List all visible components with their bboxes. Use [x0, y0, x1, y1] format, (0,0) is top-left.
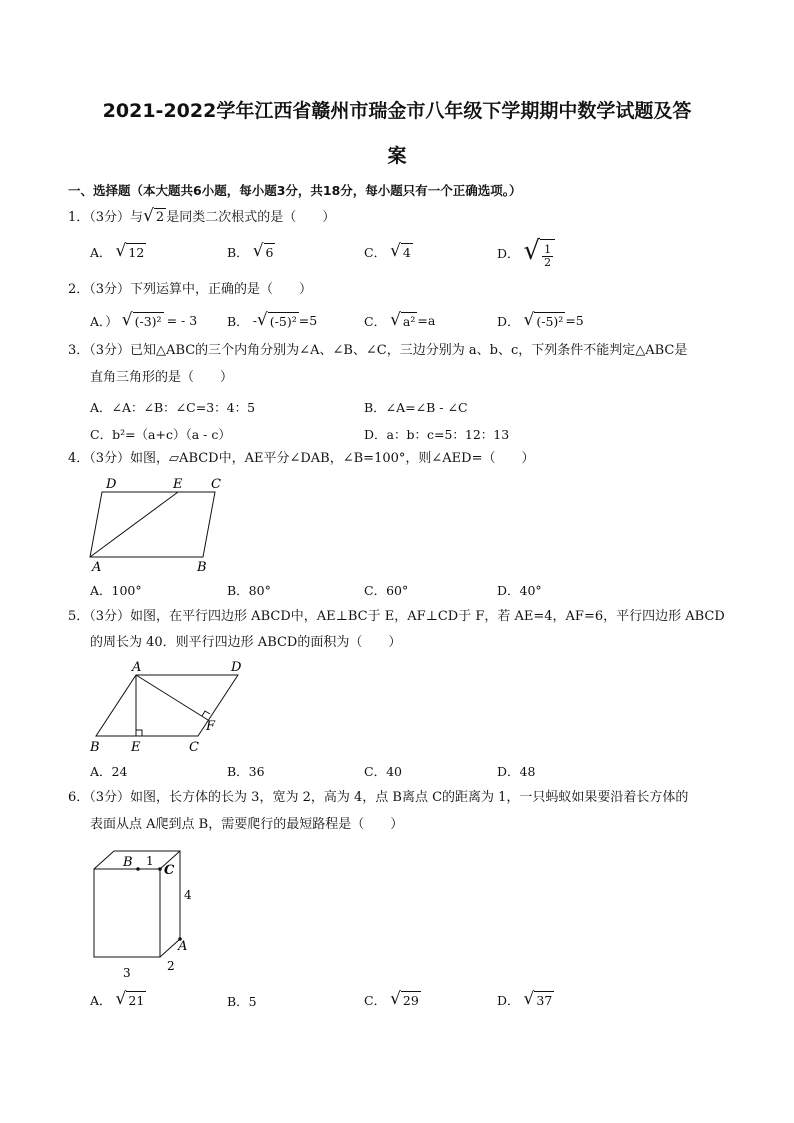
radicand: 37 [536, 993, 553, 1008]
sqrt-expression: √ 2 [143, 206, 165, 226]
q5-option-a[interactable]: A．24 [90, 764, 128, 779]
option-label: B． [227, 244, 249, 260]
option-label: D． [497, 992, 520, 1008]
question-6-line2: 表面从点 A爬到点 B，需要爬行的最短路程是（ ） [90, 817, 404, 832]
page-title-line2: 案 [387, 145, 407, 167]
q4-option-d[interactable]: D．40° [497, 583, 542, 598]
option-tail: =a [417, 313, 436, 328]
radicand: (-5)² [536, 314, 564, 329]
question-2 [68, 281, 312, 299]
label-one: 1 [146, 854, 154, 868]
label-a: A [92, 560, 102, 575]
label-a: A [178, 939, 188, 954]
fraction-denominator: 2 [544, 256, 552, 269]
label-e: E [173, 477, 183, 492]
radicand: 6 [265, 245, 274, 260]
question-3 [68, 342, 687, 360]
option-label: A． [90, 992, 112, 1008]
parallelogram-abcd [90, 492, 215, 557]
q3-option-c[interactable]: C．b²=（a+c）（a - c） [90, 427, 231, 442]
radicand: 2 [155, 210, 165, 225]
label-f: F [206, 719, 216, 734]
option-label: D． [497, 313, 520, 329]
segment-ae [90, 492, 178, 557]
option-label: D． [497, 245, 520, 261]
question-5 [68, 608, 725, 626]
page-title-line1: 2021-2022学年江西省赣州市瑞金市八年级下学期期中数学试题及答 [102, 100, 692, 122]
question-number: 2． [68, 282, 90, 297]
cuboid-front-face [94, 869, 160, 957]
radicand: 4 [402, 245, 411, 260]
label-four: 4 [184, 888, 192, 902]
section-heading: 一、选择题（本大题共6小题，每小题3分，共18分，每小题只有一个正确选项。） [68, 183, 522, 198]
question-number: 4． [68, 451, 90, 466]
question-text: （3分）下列运算中，正确的是（ ） [89, 282, 313, 297]
question-text: （3分）已知△ABC的三个内角分别为∠A、∠B、∠C，三边分别为 a、b、c，下列条件不能判定△ABC是 [89, 343, 688, 358]
q1-option-a[interactable]: A． √ 12 [90, 241, 145, 261]
point-b [136, 867, 140, 871]
q6-option-a[interactable]: A． √ 21 [90, 989, 145, 1009]
q1-option-b[interactable]: B． √ 6 [227, 241, 274, 261]
q3-option-d[interactable]: D．a：b：c=5：12：13 [364, 427, 510, 442]
q3-option-a[interactable]: A．∠A：∠B：∠C=3：4：5 [90, 400, 256, 415]
label-c: C [189, 740, 199, 755]
option-label: B． [227, 313, 249, 329]
question-6 [68, 789, 688, 807]
question-number: 6． [68, 790, 90, 805]
question-text: （3分）如图，▱ABCD中，AE平分∠DAB，∠B=100°，则∠AED=（ ） [89, 451, 535, 466]
q5-option-b[interactable]: B．36 [227, 764, 265, 779]
question-5-line2: 的周长为 40．则平行四边形 ABCD的面积为（ ） [90, 635, 402, 650]
option-label: C． [364, 313, 387, 329]
q6-option-d[interactable]: D． √ 37 [497, 989, 553, 1009]
option-label: C． [364, 244, 387, 260]
option-prefix: - [252, 313, 257, 328]
radicand: (-3)² [134, 314, 162, 329]
question-1 [68, 207, 335, 227]
question-number: 3． [68, 343, 90, 358]
radicand: a² [402, 314, 416, 329]
label-two: 2 [167, 959, 175, 973]
q1-option-c[interactable]: C． √ 4 [364, 241, 411, 261]
label-c: C [164, 863, 175, 878]
radicand: 29 [402, 993, 419, 1008]
right-angle-f [202, 711, 210, 716]
parallelogram-abcd [96, 675, 238, 736]
point-c [158, 867, 162, 871]
label-b: B [197, 560, 207, 575]
question-text: （3分）如图，长方体的长为 3，宽为 2，高为 4，点 B离点 C的距离为 1，一只蚂蚁如果要沿着长方体的 [89, 790, 689, 805]
q6-option-c[interactable]: C． √ 29 [364, 989, 419, 1009]
figure-parallelogram-q5 [88, 658, 248, 758]
radicand: 21 [128, 993, 145, 1008]
q2-option-d[interactable]: D． √ (-5)² =5 [497, 310, 584, 330]
label-b: B [90, 740, 100, 755]
label-d: D [106, 477, 117, 492]
question-text: （3分）与 [89, 210, 144, 225]
radicand: 12 [128, 245, 145, 260]
right-angle-e [136, 730, 142, 736]
fraction-numerator: 1 [544, 243, 552, 256]
q4-option-a[interactable]: A．100° [90, 583, 142, 598]
question-4 [68, 450, 534, 468]
question-number: 1． [68, 210, 90, 225]
option-label: A． [90, 244, 112, 260]
q4-option-c[interactable]: C．60° [364, 583, 409, 598]
q5-option-c[interactable]: C．40 [364, 764, 402, 779]
option-tail: =5 [565, 313, 584, 328]
q2-option-c[interactable]: C． √ a² =a [364, 310, 436, 330]
q2-option-b[interactable]: B． - √ (-5)² =5 [227, 310, 318, 330]
label-c: C [211, 477, 221, 492]
option-label: C． [364, 992, 387, 1008]
question-text: （3分）如图，在平行四边形 ABCD中，AE⊥BC于 E，AF⊥CD于 F，若 AE=4，AF=6，平行四边形 ABCD [89, 609, 725, 624]
label-d: D [231, 660, 242, 675]
figure-cuboid-q6 [88, 846, 208, 981]
label-a: A [132, 660, 142, 675]
option-label: A．） [90, 313, 118, 329]
label-three: 3 [123, 966, 131, 980]
question-3-line2: 直角三角形的是（ ） [90, 370, 234, 385]
label-b: B [123, 855, 133, 870]
radicand: (-5)² [269, 314, 297, 329]
question-text: 是同类二次根式的是（ ） [166, 210, 336, 225]
figure-parallelogram-q4 [88, 475, 238, 575]
q4-option-b[interactable]: B．80° [227, 583, 271, 598]
q3-option-b[interactable]: B．∠A=∠B - ∠C [364, 400, 468, 415]
q5-option-d[interactable]: D．48 [497, 764, 536, 779]
option-tail: =5 [298, 313, 318, 328]
q2-option-a[interactable]: A．） √ (-3)² = - 3 [90, 310, 198, 330]
segment-af [136, 675, 208, 720]
label-e: E [131, 740, 141, 755]
question-number: 5． [68, 609, 90, 624]
option-tail: = - 3 [166, 313, 198, 328]
q1-option-d[interactable]: D． √ $\frac{1}{2}$ [497, 236, 555, 269]
q6-option-b[interactable]: B．5 [227, 994, 257, 1009]
